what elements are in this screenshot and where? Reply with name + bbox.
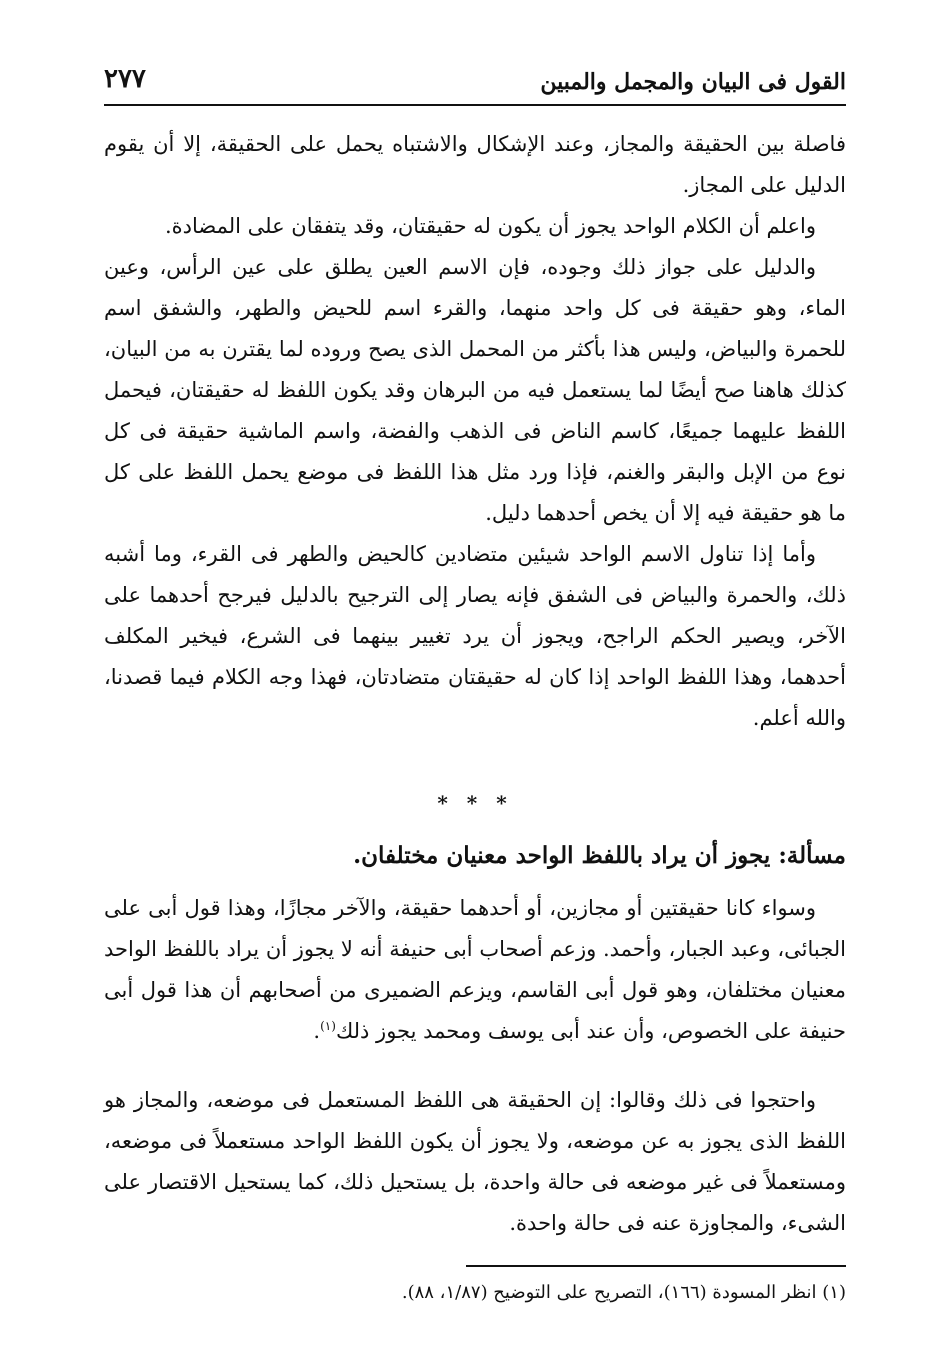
- issue-paragraph-one-end: .: [313, 1019, 321, 1043]
- paragraph-evidence: والدليل على جواز ذلك وجوده، فإن الاسم العين يطلق على عين الرأس، وعين الماء، وهو حقيقة فى كل واحد منهما، والقرء اسم للحيض والطهر، والشفق اسم للحمرة والبياض، وليس هذا بأكثر من المحمل الذى يصح وروده لما يقترن به من البيان، كذلك هاهنا صح أيضًا لما يستعمل فيه من البرهان وقد يكون اللفظ له حقيقتان، فيحمل اللفظ عليهما جميعًا، كاسم الناض فى الذهب والفضة، واسم الماشية حقيقة فى كل نوع من الإبل والبقر والغنم، فإذا ورد مثل هذا اللفظ فى موضع يحمل اللفظ على كل ما هو حقيقة فيه إلا أن يخص أحدهما دليل.: [104, 255, 846, 525]
- issue-paragraph-two-text: واحتجوا فى ذلك وقالوا: إن الحقيقة هى اللفظ المستعمل فى موضعه، والمجاز هو اللفظ الذى يجوز به عن موضعه، ولا يجوز أن يكون اللفظ الواحد مستعملاً فى موضعه، ومستعملاً فى غير موضعه فى حالة واحدة، بل يستحيل ذلك، كما يستحيل الاقتصار على الشىء، والمجاوزة عنه فى حالة واحدة.: [104, 1088, 846, 1235]
- page-number: ٢٧٧: [104, 64, 146, 94]
- issue-paragraph-one-text: [104, 888, 846, 1052]
- issue-heading: مسألة: يجوز أن يراد باللفظ الواحد معنيان مختلفان.: [353, 842, 846, 869]
- page-header: [104, 64, 846, 102]
- issue-paragraph-one-body: وسواء كانا حقيقتين أو مجازين، أو أحدهما حقيقة، والآخر مجازًا، وهذا قول أبى على الجبائى، وعبد الجبار، وأحمد. وزعم أصحاب أبى حنيفة أنه لا يجوز أن يراد باللفظ الواحد معنيان مختلفان، وهو قول أبى القاسم، ويزعم الضميرى من أصحابهم أن هذا قول أبى حنيفة على الخصوص، وأن عند أبى يوسف ومحمد يجوز ذلك: [104, 896, 846, 1043]
- running-title: القول فى البيان والمجمل والمبين: [540, 69, 846, 95]
- paragraph-continuation: فاصلة بين الحقيقة والمجاز، وعند الإشكال والاشتباه يحمل على الحقيقة، إلا أن يقوم الدليل على المجاز.: [104, 132, 846, 197]
- header-rule: [104, 104, 846, 106]
- paragraph-two-realities: واعلم أن الكلام الواحد يجوز أن يكون له حقيقتان، وقد يتفقان على المضادة.: [164, 214, 816, 238]
- paragraph-opposites: وأما إذا تناول الاسم الواحد شيئين متضادين كالحيض والطهر فى القرء، وما أشبه ذلك، والحمرة والبياض فى الشفق فإنه يصار إلى الترجيح بالدليل فيرجح أحدهما على الآخر، ويصير الحكم الراجح، ويجوز أن يرد تغيير بينهما فى الشرع، فيخير المكلف أحدهما، وهذا اللفظ الواحد إذا كان له حقيقتان متضادتان، فهذا وجه الكلام فيما قصدنا، والله أعلم.: [104, 542, 846, 730]
- section-separator: * * *: [437, 791, 513, 815]
- issue-paragraph-two: [104, 1080, 846, 1244]
- footnote-reference[interactable]: (١): [320, 1019, 336, 1033]
- footnote-rule: [466, 1265, 846, 1267]
- issue-paragraph-one: [104, 888, 846, 1052]
- footnote-text: (١) انظر المسودة (١٦٦)، التصريح على التوضيح (١/٨٧، ٨٨).: [401, 1282, 846, 1303]
- section-one: [104, 124, 846, 739]
